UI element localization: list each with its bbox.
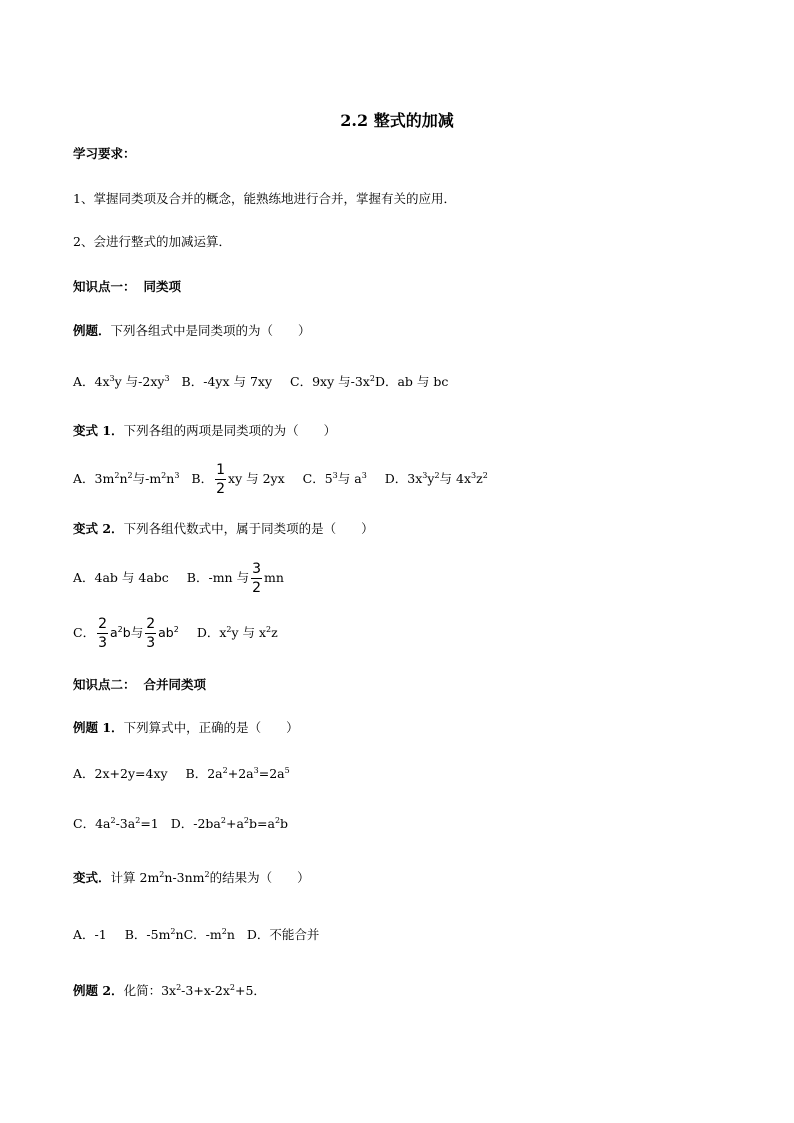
requirements-heading: 学习要求： (73, 146, 136, 161)
example-1-label: 例题． (73, 323, 111, 338)
ex1-option-a: A．$4x^3y$ 与$-2xy^3$ (73, 373, 170, 389)
variant-3-options (73, 926, 320, 942)
knowledge-point-2 (73, 679, 206, 692)
ex1-option-c: C．9xy 与$-3x^2$ (290, 373, 375, 389)
v1-option-a: A．$3m^2n^2$与$-m^2n^3$ (73, 470, 180, 486)
v2-option-c: C． $\frac{2}{3}$ $a^2b$与 $\frac{2}{3}$ $ab^2$ (73, 616, 179, 651)
kp1-label: 知识点一： (73, 279, 136, 294)
example-1-options (73, 373, 449, 389)
variant-1-text: 下列各组的两项是同类项的为（ ） (123, 423, 337, 438)
requirement-1: 1、掌握同类项及合并的概念，能熟练地进行合并，掌握有关的应用． (73, 191, 456, 206)
v2-option-b: B．-mn 与 $\frac{3}{2}$ mn (186, 561, 284, 596)
v3-option-c: C．$-m^2n$ (183, 926, 235, 942)
variant-3-text: 计算 $2m^2n-3nm^2$的结果为（ ） (110, 869, 310, 885)
ex2-option-d: D．$-2ba^2+a^2b=a^2b$ (170, 815, 289, 831)
variant-1-label: 变式 1． (73, 423, 124, 438)
v1-option-b: B． $\frac{1}{2}$ xy 与 2yx (191, 462, 285, 497)
variant-2-label: 变式 2． (73, 521, 124, 536)
fraction-one-half: $\frac{1}{2}$ (216, 462, 226, 497)
example-1-text: 下列各组式中是同类项的为（ ） (110, 323, 311, 338)
variant-3-question (73, 869, 310, 885)
example-3-question (73, 982, 266, 998)
example-2-question (73, 722, 299, 735)
example-2-options-ab (73, 765, 290, 781)
v2-option-d: D．$x^2y$ 与 $x^2z$ (196, 624, 278, 640)
example-2-label: 例题 1． (73, 720, 124, 735)
v1-option-c: C．$5^3$与 $a^3$ (302, 470, 367, 486)
variant-2-text: 下列各组代数式中，属于同类项的是（ ） (123, 521, 374, 536)
ex1-option-b: B．-4yx 与 7xy (181, 374, 273, 389)
ex1-option-d: D．ab 与 bc (374, 374, 449, 389)
fraction-three-halves: $\frac{3}{2}$ (252, 561, 261, 596)
v1-option-d: D．$3x^3y^2$与 $4x^3z^2$ (384, 470, 488, 486)
v3-option-b: B．$-5m^2n$ (124, 926, 184, 942)
kp2-name: 合并同类项 (143, 677, 207, 692)
variant-2-options-cd (73, 617, 278, 650)
fraction-two-thirds-1: $\frac{2}{3}$ (98, 616, 107, 651)
variant-3-label: 变式． (73, 870, 111, 885)
v2-option-a: A．4ab 与 4abc (73, 570, 169, 585)
ex2-option-c: C．$4a^2-3a^2=1$ (73, 815, 159, 831)
variant-2-question (73, 523, 374, 536)
v3-option-a: A．-1 (73, 927, 107, 942)
knowledge-point-1 (73, 281, 181, 294)
variant-1-question (73, 425, 336, 438)
v3-option-d: D．不能合并 (246, 927, 320, 942)
page-title: 2.2 整式的加减 (340, 111, 454, 130)
example-3-text: 化简：$3x^2-3+x-2x^2+5$． (123, 982, 266, 998)
kp2-label: 知识点二： (73, 677, 136, 692)
variant-2-options-ab (73, 562, 284, 595)
variant-1-options (73, 463, 488, 496)
requirement-2: 2、会进行整式的加减运算． (73, 234, 231, 249)
ex2-option-a: A．2x+2y=4xy (73, 766, 168, 781)
fraction-two-thirds-2: $\frac{2}{3}$ (146, 616, 156, 651)
example-2-options-cd (73, 815, 289, 831)
kp1-name: 同类项 (143, 279, 182, 294)
example-3-label: 例题 2． (73, 983, 124, 998)
ex2-option-b: B．$2a^2+2a^3=2a^5$ (185, 765, 290, 781)
example-1-question (73, 325, 311, 338)
example-2-text: 下列算式中，正确的是（ ） (123, 720, 299, 735)
